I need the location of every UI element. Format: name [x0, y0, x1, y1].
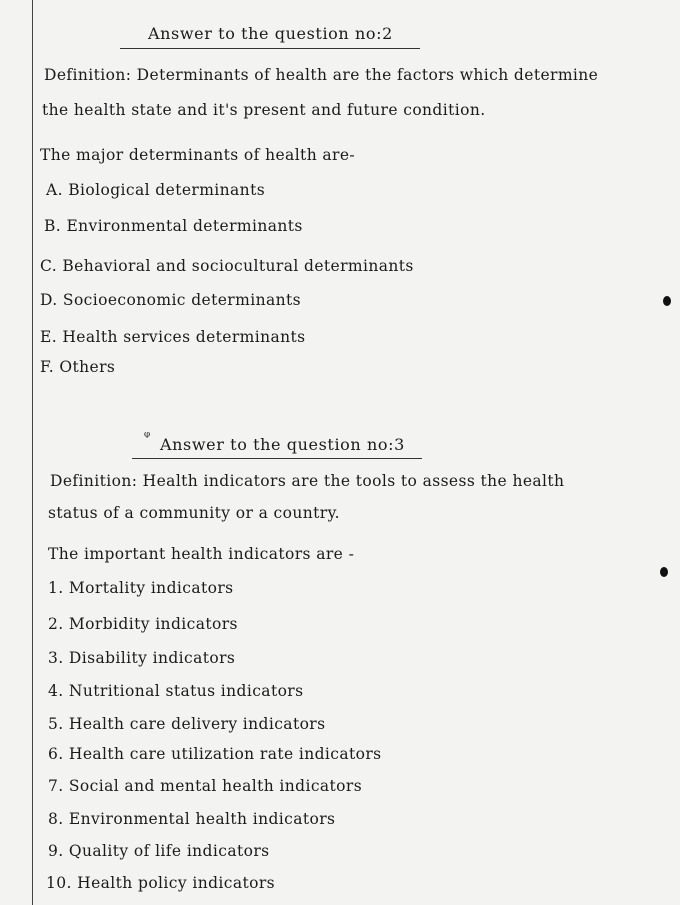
- q3-item-7: 7. Social and mental health indicators: [48, 777, 363, 795]
- q2-item-e: E. Health services determinants: [40, 328, 306, 346]
- q2-item-a: A. Biological determinants: [46, 181, 266, 199]
- q3-item-10: 10. Health policy indicators: [46, 874, 276, 892]
- q2-item-f: F. Others: [40, 358, 116, 376]
- margin-line: [32, 0, 33, 905]
- ink-blot: [663, 296, 671, 306]
- q3-item-4: 4. Nutritional status indicators: [48, 682, 304, 700]
- q3-item-1: 1. Mortality indicators: [48, 579, 234, 597]
- q3-intro: The important health indicators are -: [48, 545, 355, 563]
- ink-blot: [660, 567, 668, 577]
- q3-item-5: 5. Health care delivery indicators: [48, 715, 326, 733]
- q2-definition-line1: Definition: Determinants of health are the factors which determine: [44, 66, 599, 84]
- q3-item-6: 6. Health care utilization rate indicators: [48, 745, 382, 763]
- q2-item-d: D. Socioeconomic determinants: [40, 291, 301, 309]
- q2-item-c: C. Behavioral and sociocultural determinants: [40, 257, 414, 275]
- q3-heading: Answer to the question no:3: [160, 435, 405, 454]
- q2-definition-line2: the health state and it's present and future condition.: [42, 101, 486, 119]
- q3-item-2: 2. Morbidity indicators: [48, 615, 238, 633]
- q3-definition-line2: status of a community or a country.: [48, 504, 341, 522]
- q3-heading-underline: [132, 458, 422, 459]
- q3-item-9: 9. Quality of life indicators: [48, 842, 270, 860]
- q2-heading: Answer to the question no:2: [148, 24, 393, 43]
- q2-item-b: B. Environmental determinants: [44, 217, 303, 235]
- q2-intro: The major determinants of health are-: [40, 146, 356, 164]
- q3-item-3: 3. Disability indicators: [48, 649, 236, 667]
- q2-heading-underline: [120, 48, 420, 49]
- heading-mark: ᵠ: [144, 429, 151, 445]
- q3-item-8: 8. Environmental health indicators: [48, 810, 336, 828]
- q3-definition-line1: Definition: Health indicators are the tools to assess the health: [50, 472, 565, 490]
